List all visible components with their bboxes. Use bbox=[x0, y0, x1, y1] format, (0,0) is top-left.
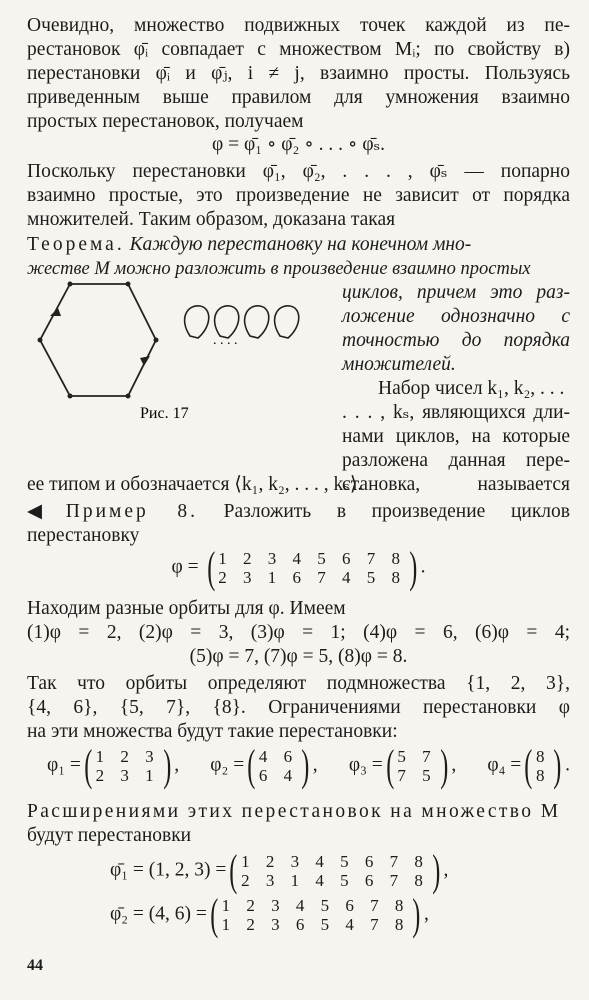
p2-line-3: множителей. Таким образом, доказана такая bbox=[27, 209, 396, 230]
p1-line-1: Очевидно, множество подвижных точек каждой из пе- bbox=[27, 15, 570, 36]
perm-bot: 2 3 1 6 7 4 5 8 bbox=[218, 568, 406, 587]
p3-line-1: Так что орбиты определяют подмножества {1, 2, 3}, bbox=[27, 673, 570, 694]
orbits-intro: Находим разные орбиты для φ. Имеем bbox=[27, 598, 346, 619]
extension-2: φ̄₂ = (4, 6) = ( 1 2 3 4 5 6 7 8 1 2 3 6 5 4 7 8 ) , bbox=[110, 890, 429, 939]
type-line-1: Набор чисел k₁, k₂, . . . bbox=[378, 378, 565, 399]
theorem-word: Теорема. bbox=[27, 234, 125, 255]
restriction-1: φ₁ = ( 1 2 3 2 3 1 ) , bbox=[47, 741, 180, 790]
restriction-2: φ₂ = ( 4 6 6 4 ) , bbox=[210, 741, 318, 790]
perm-phi bbox=[27, 543, 570, 592]
p1-line-4: приведенным выше правилом для умножения взаимно bbox=[27, 87, 570, 108]
p1-line-2: рестановок φ̄ᵢ совпадает с множеством Mᵢ; по свойству в) bbox=[27, 39, 570, 60]
page-number: 44 bbox=[27, 957, 43, 974]
formula-product: φ = φ̄₁ ∘ φ̄₂ ∘ . . . ∘ φ̄ₛ. bbox=[211, 134, 386, 155]
loop-ellipsis: . . . . bbox=[213, 333, 238, 348]
theorem-rest-4: множителей. bbox=[342, 354, 456, 375]
restriction-3: φ₃ = ( 5 7 7 5 ) , bbox=[348, 741, 457, 790]
restrictions-row bbox=[27, 741, 570, 794]
restriction-4: φ₄ = ( 8 8 ) . bbox=[487, 741, 570, 790]
perm-end: . bbox=[420, 556, 426, 578]
example-text-1: Разложить в произведение циклов bbox=[223, 501, 570, 522]
p2-line-2: взаимно простые, это произведение не зависит от порядка bbox=[27, 185, 570, 206]
theorem-rest-1: циклов, причем это раз- bbox=[342, 282, 570, 303]
p3-line-3: на эти множества будут такие перестановки: bbox=[27, 721, 398, 742]
example-line-1 bbox=[27, 500, 570, 524]
theorem-first: Каждую перестановку на конечном мно- bbox=[129, 234, 472, 255]
p2-line-1: Поскольку перестановки φ̄₁, φ̄₂, . . . , φ̄ₛ — попарно bbox=[27, 161, 570, 182]
type-line-2: . . . , kₛ, являющихся дли- bbox=[342, 402, 570, 423]
orbits-line-2: (5)φ = 7, (7)φ = 5, (8)φ = 8. bbox=[189, 646, 408, 667]
p1-line-5: простых перестановок, получаем bbox=[27, 111, 304, 132]
example-head: ◀Пример 8. bbox=[27, 501, 199, 522]
loop-cycles bbox=[185, 306, 299, 338]
type-line-4: разложена данная пере- bbox=[342, 450, 570, 471]
theorem-line-1 bbox=[27, 233, 570, 257]
theorem-rest-3: точностью до порядка bbox=[342, 330, 570, 351]
theorem-rest-2: ложение однозначно с bbox=[342, 306, 570, 327]
example-line-2: перестановку bbox=[27, 525, 140, 546]
figure-caption: Рис. 17 bbox=[140, 405, 189, 422]
type-line-6: ее типом и обозначается ⟨k₁, k₂, . . . , kₛ⟩. bbox=[27, 474, 363, 495]
type-line-5: становка, называется bbox=[342, 474, 570, 495]
p3-line-2: {4, 6}, {5, 7}, {8}. Ограничениями перестановки φ bbox=[27, 697, 570, 718]
ext-intro-1: Расширениями этих перестановок на множество M bbox=[27, 801, 561, 822]
type-line-3: нами циклов, на которые bbox=[342, 426, 570, 447]
extension-1: φ̄₁ = (1, 2, 3) = ( 1 2 3 4 5 6 7 8 2 3 1 4 5 6 7 8 ) , bbox=[110, 846, 449, 895]
p1-line-3: перестановки φ̄ᵢ и φ̄ⱼ, i ≠ j, взаимно просты. Пользуясь bbox=[27, 63, 570, 84]
ext-intro-2: будут перестановки bbox=[27, 825, 192, 846]
perm-matrix: ( 1 2 3 4 5 6 7 8 2 3 1 6 7 4 5 8 ) bbox=[206, 543, 418, 592]
hexagon-cycle bbox=[40, 284, 156, 396]
hexagon-vertices bbox=[38, 282, 159, 399]
figure-17 bbox=[28, 278, 328, 428]
theorem-line-2: жестве M можно разложить в произведение взаимно простых bbox=[27, 259, 531, 279]
perm-lhs: φ = bbox=[171, 556, 199, 578]
orbits-line-1: (1)φ = 2, (2)φ = 3, (3)φ = 1; (4)φ = 6, (6)φ = 4; bbox=[27, 622, 570, 643]
perm-top: 1 2 3 4 5 6 7 8 bbox=[218, 549, 406, 568]
